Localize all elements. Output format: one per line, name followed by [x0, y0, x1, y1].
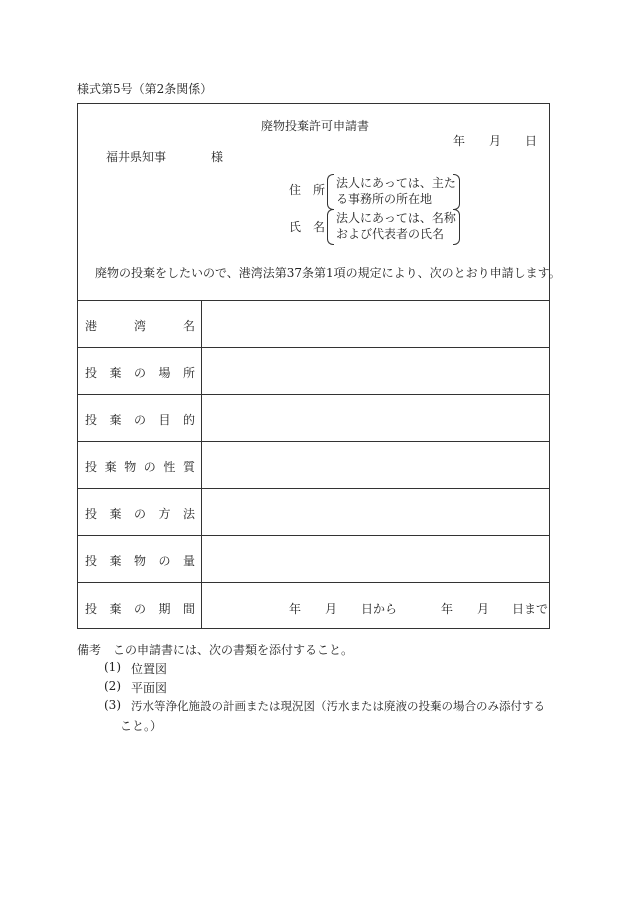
- row-label-dumping-location: [85, 364, 195, 381]
- row-label-char: 棄: [104, 460, 117, 474]
- row-label-char: 性: [163, 460, 176, 474]
- name-close-bracket: [453, 209, 460, 245]
- form-title: 廃物投棄許可申請書: [260, 119, 369, 133]
- remarks-item-number: (2): [104, 679, 121, 693]
- row-label-char: 棄: [109, 602, 122, 616]
- row-label-char: の: [143, 460, 156, 474]
- row-label-char: 名: [182, 319, 195, 333]
- address-close-bracket: [453, 174, 460, 210]
- name-open-bracket: [327, 209, 334, 245]
- row-label-char: 投: [85, 366, 98, 380]
- period-to-month[interactable]: 月: [477, 602, 490, 616]
- table-divider: [77, 300, 550, 301]
- remarks-item-number: (1): [104, 660, 121, 674]
- table-divider: [77, 582, 550, 583]
- row-label-char: 目: [158, 413, 171, 427]
- date-month[interactable]: 月: [489, 134, 502, 148]
- remarks-intro: この申請書には、次の書類を添付すること。: [113, 643, 354, 657]
- row-label-char: の: [158, 554, 171, 568]
- row-label-dumping-period: [85, 600, 195, 617]
- row-label-char: 投: [85, 507, 98, 521]
- row-label-char: 投: [85, 413, 98, 427]
- application-statement: 廃物の投棄をしたいので、港湾法第37条第1項の規定により、次のとおり申請します。: [95, 266, 561, 280]
- row-label-char: 質: [182, 460, 195, 474]
- row-label-char: の: [133, 413, 146, 427]
- table-divider: [77, 394, 550, 395]
- row-label-char: 物: [133, 554, 146, 568]
- row-label-char: の: [133, 366, 146, 380]
- period-to-day[interactable]: 日まで: [512, 602, 549, 616]
- date-year[interactable]: 年: [453, 134, 466, 148]
- remarks-heading: 備考: [77, 643, 102, 657]
- row-label-char: 棄: [109, 413, 122, 427]
- name-label-2: 名: [313, 220, 326, 234]
- table-divider: [77, 347, 550, 348]
- row-label-dumping-method: [85, 505, 195, 522]
- row-label-char: 港: [85, 319, 98, 333]
- row-label-char: 投: [85, 602, 98, 616]
- row-label-char: 法: [182, 507, 195, 521]
- name-note-line1: 法人にあっては、名称: [336, 211, 456, 225]
- address-note-line2: る事務所の所在地: [336, 192, 433, 206]
- row-label-waste-quantity: [85, 552, 195, 569]
- period-from-year[interactable]: 年: [289, 602, 302, 616]
- date-day[interactable]: 日: [525, 134, 538, 148]
- row-label-char: 間: [182, 602, 195, 616]
- name-label-1: 氏: [289, 220, 302, 234]
- row-label-char: 棄: [109, 507, 122, 521]
- remarks-item-text: 平面図: [131, 681, 168, 695]
- remarks-item-number: (3): [104, 698, 121, 712]
- addressee-name: 福井県知事: [106, 150, 167, 164]
- period-from-day[interactable]: 日から: [361, 602, 398, 616]
- address-note-line1: 法人にあっては、主た: [336, 176, 456, 190]
- row-label-port-name: [85, 317, 195, 334]
- addressee-honorific: 様: [211, 150, 224, 164]
- row-label-char: 投: [85, 460, 98, 474]
- row-label-char: 場: [158, 366, 171, 380]
- row-label-char: 棄: [109, 366, 122, 380]
- name-note-line2: および代表者の氏名: [336, 227, 445, 241]
- row-label-char: 棄: [109, 554, 122, 568]
- period-from-month[interactable]: 月: [325, 602, 338, 616]
- row-label-char: 湾: [133, 319, 146, 333]
- table-divider: [77, 441, 550, 442]
- table-divider: [77, 488, 550, 489]
- table-column-divider: [201, 300, 202, 629]
- row-label-char: 所: [182, 366, 195, 380]
- period-to-year[interactable]: 年: [441, 602, 454, 616]
- remarks-item-text: 汚水等浄化施設の計画または現況図（汚水または廃液の投棄の場合のみ添付する: [131, 699, 545, 713]
- row-label-char: 量: [182, 554, 195, 568]
- row-label-char: 期: [158, 602, 171, 616]
- remarks-item-text-continued: こと。）: [120, 719, 163, 733]
- row-label-waste-properties: [85, 458, 195, 475]
- address-label-2: 所: [313, 183, 326, 197]
- table-divider: [77, 535, 550, 536]
- row-label-char: 投: [85, 554, 98, 568]
- remarks-item-text: 位置図: [131, 662, 168, 676]
- row-label-char: 方: [158, 507, 171, 521]
- form-number: 様式第5号（第2条関係）: [77, 82, 213, 96]
- row-label-dumping-purpose: [85, 411, 195, 428]
- address-open-bracket: [327, 174, 334, 210]
- row-label-char: 的: [182, 413, 195, 427]
- row-label-char: の: [133, 602, 146, 616]
- row-label-char: の: [133, 507, 146, 521]
- address-label-1: 住: [289, 183, 302, 197]
- row-label-char: 物: [124, 460, 137, 474]
